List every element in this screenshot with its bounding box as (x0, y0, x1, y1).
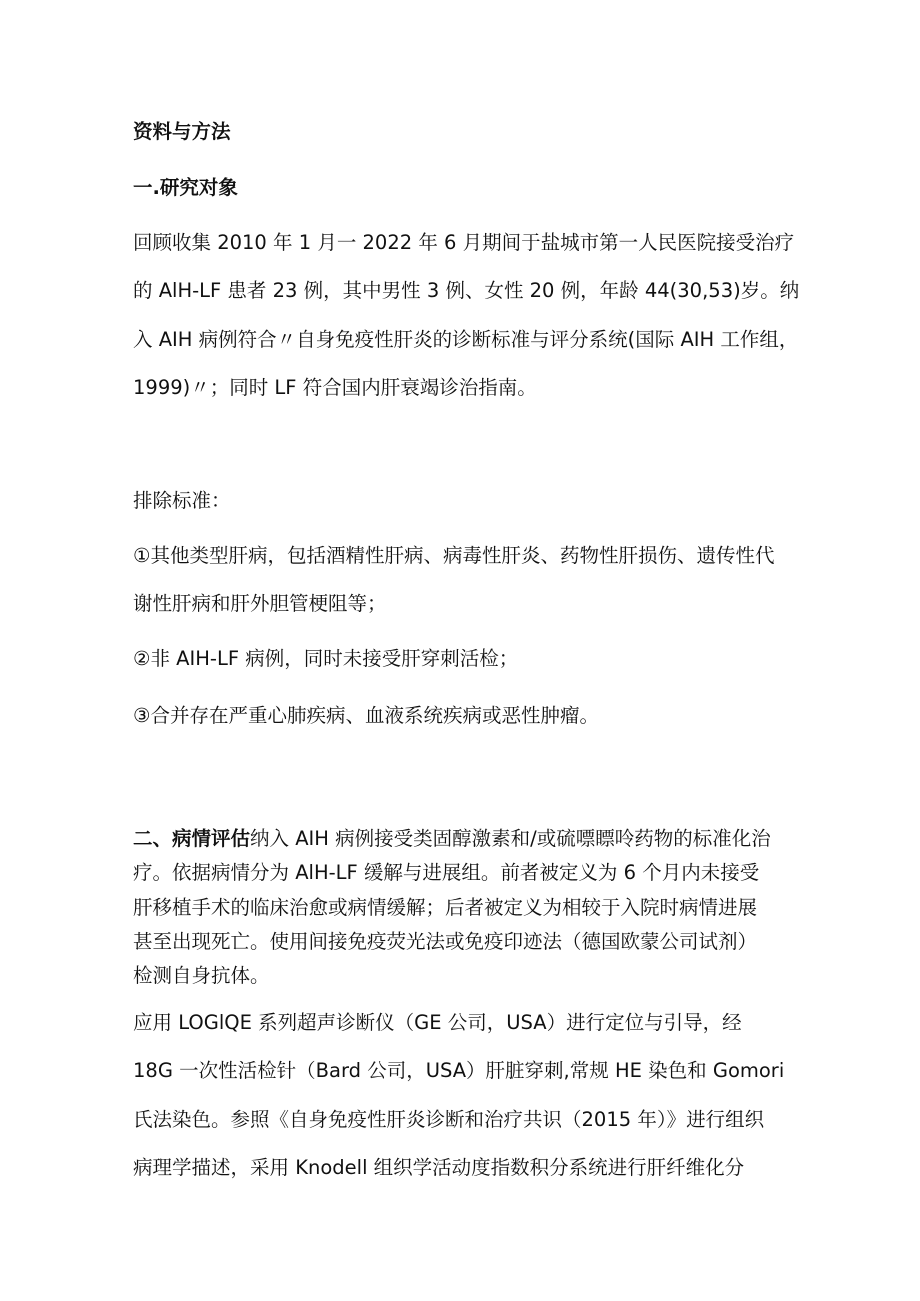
exclusion-item-1-line-1: ①其他类型肝病，包括酒精性肝病、病毒性肝炎、药物性肝损伤、遗传性代 (133, 544, 775, 567)
assessment-line-5: 检测自身抗体。 (133, 964, 270, 987)
method-line-3: 氏法染色。参照《自身免疫性肝炎诊断和治疗共识（2015 年）》进行组织 (133, 1108, 765, 1131)
assessment-heading: 二、病情评估 (133, 827, 251, 850)
method-line-4: 病理学描述，采用 Knodell 组织学活动度指数积分系统进行肝纤维化分 (133, 1156, 745, 1179)
exclusion-item-2: ②非 AIH-LF 病例，同时未接受肝穿刺活检； (133, 647, 519, 670)
subject-line-4: 1999)〃；同时 LF 符合国内肝衰竭诊治指南。 (133, 376, 537, 399)
assessment-line-2: 疗。依据病情分为 AlH-LF 缓解与进展组。前者被定义为 6 个月内未接受 (133, 861, 760, 884)
subject-heading: 一.研究对象 (133, 176, 238, 199)
subject-line-2: 的 AlH-LF 患者 23 例，其中男性 3 例、女性 20 例，年龄 44(30,53)岁。纳 (133, 279, 800, 302)
assessment-line-4: 甚至出现死亡。使用间接免疫荧光法或免疫印迹法（德国欧蒙公司试剂） (133, 930, 758, 953)
section-heading: 资料与方法 (133, 120, 231, 143)
subject-line-3: 入 AIH 病例符合〃自身免疫性肝炎的诊断标准与评分系统(国际 AIH 工作组， (133, 328, 799, 351)
assessment-line-1-text: 纳入 AIH 病例接受类固醇激素和/或硫嘌瞟呤药物的标准化治 (250, 827, 771, 850)
exclusion-item-3: ③合并存在严重心肺疾病、血液系统疾病或恶性肿瘤。 (133, 704, 599, 727)
assessment-line-3: 肝移植手术的临床治愈或病情缓解；后者被定义为相较于入院时病情进展 (133, 896, 758, 919)
exclusion-item-1-line-2: 谢性肝病和肝外胆管梗阻等； (133, 592, 387, 615)
subject-line-1: 回顾收集 2010 年 1 月一 2022 年 6 月期间于盐城市第一人民医院接受治疗 (133, 231, 795, 254)
exclusion-label: 排除标准： (133, 489, 231, 512)
method-line-2: 18G 一次性活检针（Bard 公司，USA）肝脏穿刺,常规 HE 染色和 Gomori (133, 1059, 785, 1082)
assessment-line-1 (133, 825, 803, 853)
method-line-1: 应用 LOGlQE 系列超声诊断仪（GE 公司，USA）进行定位与引导，经 (133, 1011, 742, 1034)
